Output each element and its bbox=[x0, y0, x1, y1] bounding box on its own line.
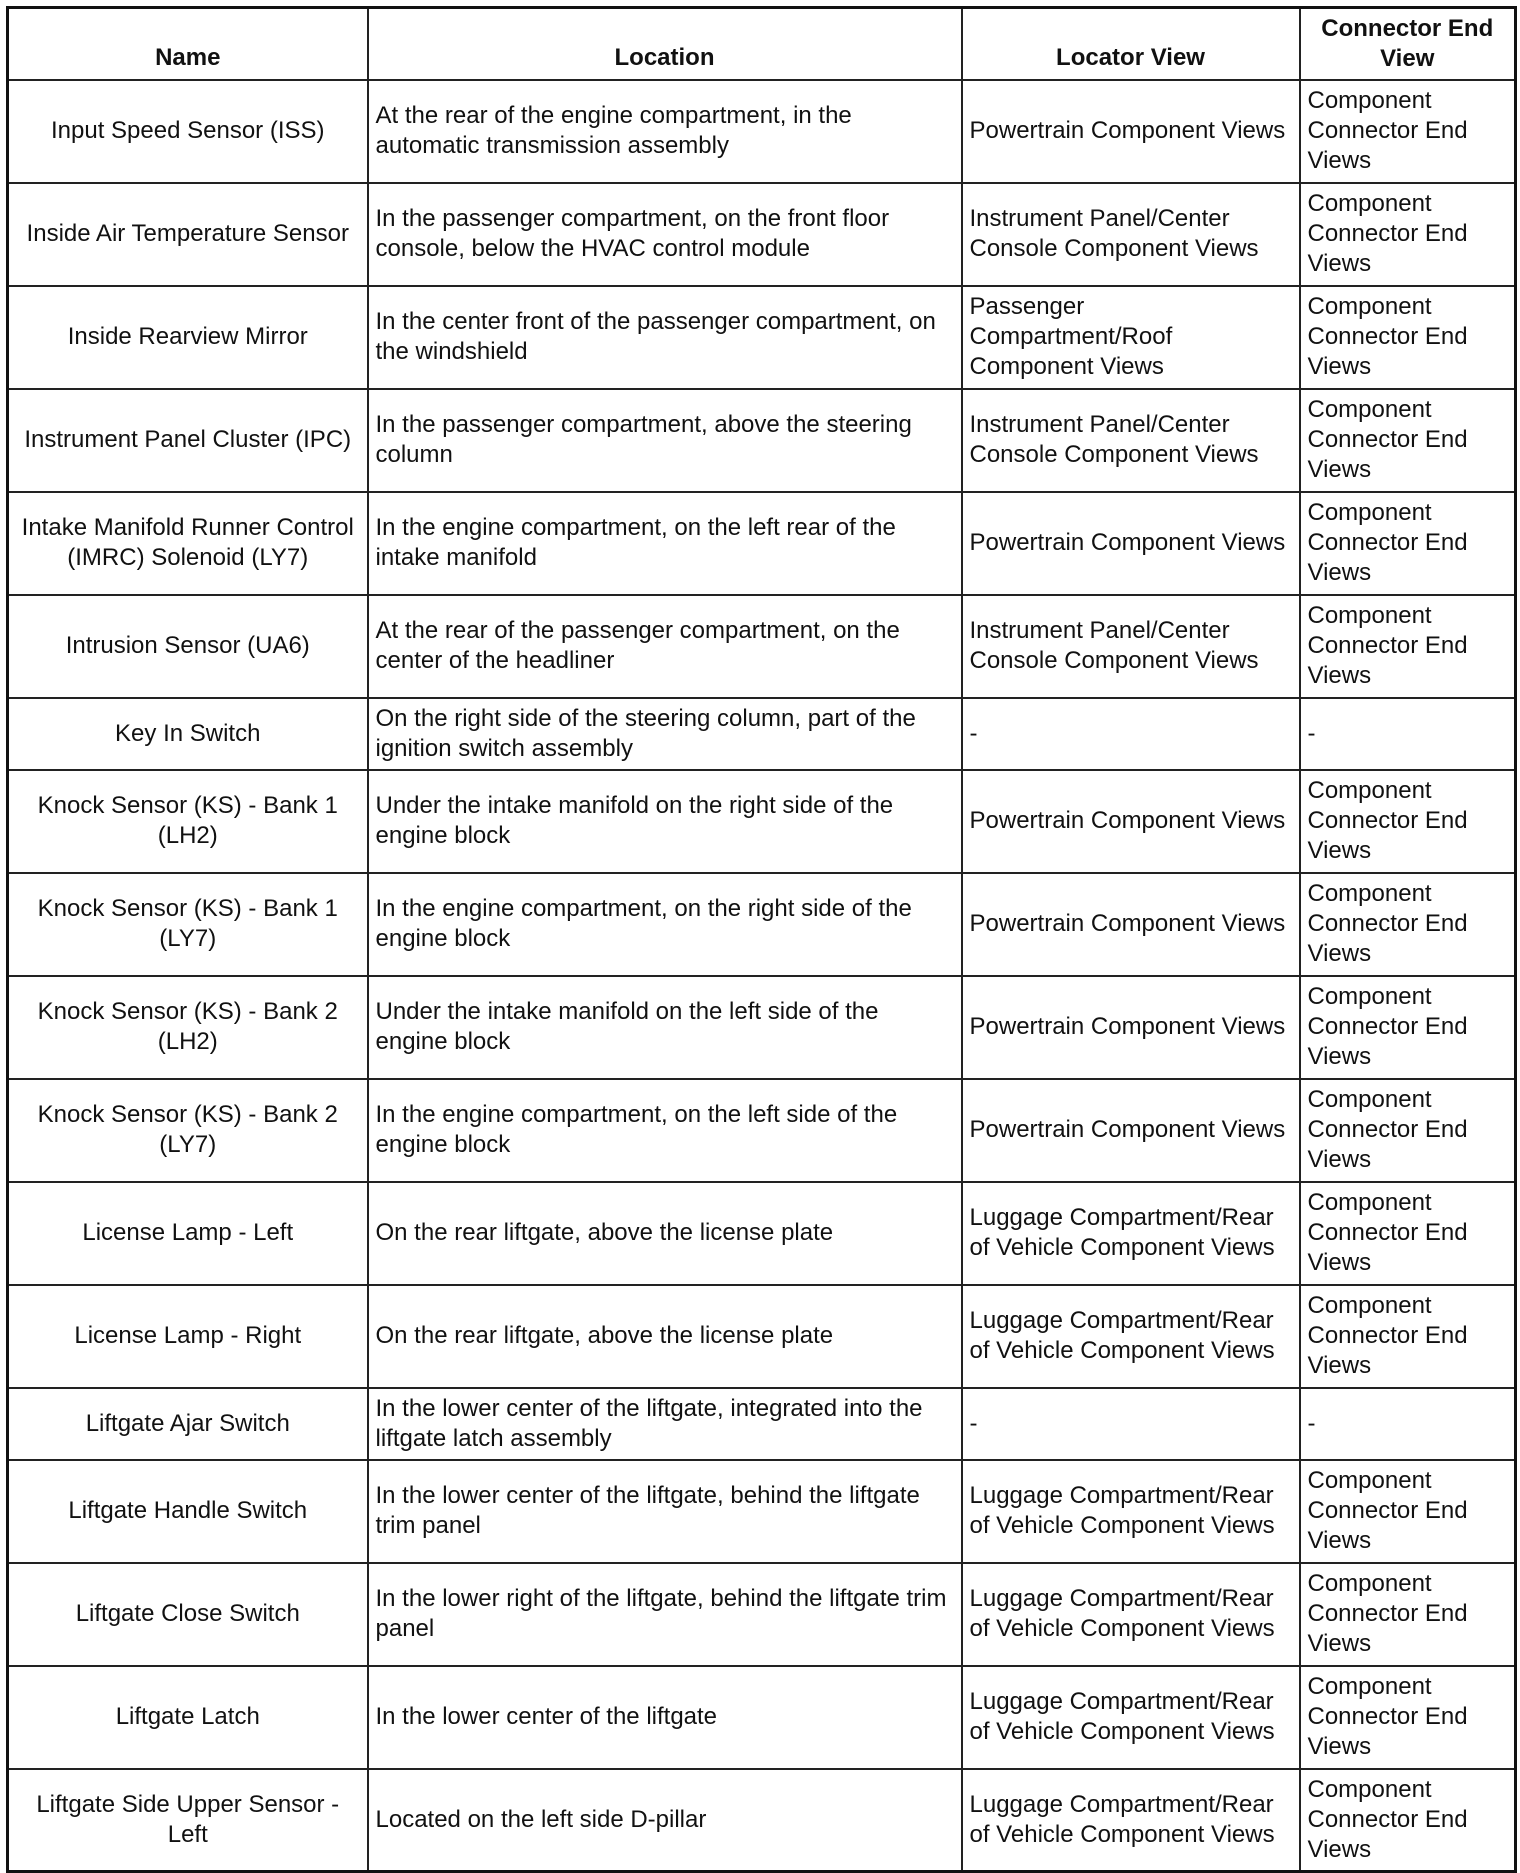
table-row bbox=[8, 595, 1516, 698]
row-connector-end-view-link: Component Connector End Views bbox=[1300, 183, 1516, 286]
row-location-cell: At the rear of the engine compartment, in the automatic transmission assembly bbox=[368, 80, 962, 183]
table-row bbox=[8, 1666, 1516, 1769]
header-name: Name bbox=[8, 8, 368, 80]
row-locator-view-link: Instrument Panel/Center Console Component Views bbox=[962, 389, 1300, 492]
row-locator-view-link: Instrument Panel/Center Console Component Views bbox=[962, 183, 1300, 286]
row-locator-view-link: Luggage Compartment/Rear of Vehicle Component Views bbox=[962, 1666, 1300, 1769]
row-locator-view-link: Powertrain Component Views bbox=[962, 770, 1300, 873]
row-name-cell: Knock Sensor (KS) - Bank 2 (LY7) bbox=[8, 1079, 368, 1182]
header-location: Location bbox=[368, 8, 962, 80]
row-name-cell: Inside Rearview Mirror bbox=[8, 286, 368, 389]
row-locator-view-link: Powertrain Component Views bbox=[962, 80, 1300, 183]
row-name-cell: Input Speed Sensor (ISS) bbox=[8, 80, 368, 183]
row-name-cell: Liftgate Side Upper Sensor - Left bbox=[8, 1769, 368, 1872]
table-row bbox=[8, 183, 1516, 286]
component-locator-table bbox=[6, 6, 1517, 1873]
table-row bbox=[8, 1285, 1516, 1388]
row-locator-view-link: Powertrain Component Views bbox=[962, 976, 1300, 1079]
row-location-cell: In the engine compartment, on the left rear of the intake manifold bbox=[368, 492, 962, 595]
row-locator-view-link: Luggage Compartment/Rear of Vehicle Component Views bbox=[962, 1769, 1300, 1872]
row-location-cell: Located on the left side D-pillar bbox=[368, 1769, 962, 1872]
table-row bbox=[8, 698, 1516, 770]
row-location-cell: In the engine compartment, on the right side of the engine block bbox=[368, 873, 962, 976]
row-connector-end-view-link: Component Connector End Views bbox=[1300, 286, 1516, 389]
row-name-cell: Intrusion Sensor (UA6) bbox=[8, 595, 368, 698]
row-name-cell: Knock Sensor (KS) - Bank 2 (LH2) bbox=[8, 976, 368, 1079]
row-location-cell: In the lower center of the liftgate, behind the liftgate trim panel bbox=[368, 1460, 962, 1563]
table-row bbox=[8, 286, 1516, 389]
table-row bbox=[8, 1182, 1516, 1285]
table-body bbox=[8, 80, 1516, 1872]
row-name-cell: License Lamp - Right bbox=[8, 1285, 368, 1388]
row-locator-view-link: Powertrain Component Views bbox=[962, 1079, 1300, 1182]
row-connector-end-view-link: Component Connector End Views bbox=[1300, 1460, 1516, 1563]
row-location-cell: In the lower center of the liftgate bbox=[368, 1666, 962, 1769]
row-name-cell: Key In Switch bbox=[8, 698, 368, 770]
row-locator-view-link: Luggage Compartment/Rear of Vehicle Component Views bbox=[962, 1182, 1300, 1285]
row-name-cell: Liftgate Ajar Switch bbox=[8, 1388, 368, 1460]
row-location-cell: Under the intake manifold on the left side of the engine block bbox=[368, 976, 962, 1079]
row-location-cell: On the rear liftgate, above the license plate bbox=[368, 1182, 962, 1285]
header-connector-end-view: Connector End View bbox=[1300, 8, 1516, 80]
table-row bbox=[8, 1079, 1516, 1182]
row-connector-end-view-link: - bbox=[1300, 698, 1516, 770]
table-row bbox=[8, 80, 1516, 183]
table-header-row bbox=[8, 8, 1516, 80]
row-locator-view-link: Powertrain Component Views bbox=[962, 873, 1300, 976]
table-row bbox=[8, 770, 1516, 873]
row-name-cell: Liftgate Handle Switch bbox=[8, 1460, 368, 1563]
header-locator-view: Locator View bbox=[962, 8, 1300, 80]
row-location-cell: Under the intake manifold on the right side of the engine block bbox=[368, 770, 962, 873]
row-locator-view-link: - bbox=[962, 698, 1300, 770]
table-row bbox=[8, 1460, 1516, 1563]
row-connector-end-view-link: Component Connector End Views bbox=[1300, 1285, 1516, 1388]
row-location-cell: At the rear of the passenger compartment, on the center of the headliner bbox=[368, 595, 962, 698]
table-row bbox=[8, 1388, 1516, 1460]
row-connector-end-view-link: Component Connector End Views bbox=[1300, 389, 1516, 492]
row-locator-view-link: Luggage Compartment/Rear of Vehicle Component Views bbox=[962, 1460, 1300, 1563]
row-location-cell: On the rear liftgate, above the license plate bbox=[368, 1285, 962, 1388]
row-connector-end-view-link: Component Connector End Views bbox=[1300, 873, 1516, 976]
row-name-cell: Liftgate Latch bbox=[8, 1666, 368, 1769]
table-row bbox=[8, 1563, 1516, 1666]
row-location-cell: In the lower center of the liftgate, integrated into the liftgate latch assembly bbox=[368, 1388, 962, 1460]
table-row bbox=[8, 1769, 1516, 1872]
row-name-cell: Knock Sensor (KS) - Bank 1 (LH2) bbox=[8, 770, 368, 873]
row-connector-end-view-link: Component Connector End Views bbox=[1300, 1079, 1516, 1182]
row-locator-view-link: - bbox=[962, 1388, 1300, 1460]
table-row bbox=[8, 976, 1516, 1079]
table-row bbox=[8, 389, 1516, 492]
row-connector-end-view-link: Component Connector End Views bbox=[1300, 1182, 1516, 1285]
table-row bbox=[8, 873, 1516, 976]
row-connector-end-view-link: - bbox=[1300, 1388, 1516, 1460]
row-location-cell: In the lower right of the liftgate, behind the liftgate trim panel bbox=[368, 1563, 962, 1666]
row-name-cell: Instrument Panel Cluster (IPC) bbox=[8, 389, 368, 492]
row-connector-end-view-link: Component Connector End Views bbox=[1300, 976, 1516, 1079]
row-connector-end-view-link: Component Connector End Views bbox=[1300, 492, 1516, 595]
row-locator-view-link: Passenger Compartment/Roof Component Views bbox=[962, 286, 1300, 389]
row-name-cell: Intake Manifold Runner Control (IMRC) Solenoid (LY7) bbox=[8, 492, 368, 595]
row-locator-view-link: Luggage Compartment/Rear of Vehicle Component Views bbox=[962, 1285, 1300, 1388]
row-locator-view-link: Luggage Compartment/Rear of Vehicle Component Views bbox=[962, 1563, 1300, 1666]
row-locator-view-link: Powertrain Component Views bbox=[962, 492, 1300, 595]
row-connector-end-view-link: Component Connector End Views bbox=[1300, 1563, 1516, 1666]
row-name-cell: Knock Sensor (KS) - Bank 1 (LY7) bbox=[8, 873, 368, 976]
row-name-cell: Liftgate Close Switch bbox=[8, 1563, 368, 1666]
row-connector-end-view-link: Component Connector End Views bbox=[1300, 595, 1516, 698]
row-location-cell: In the engine compartment, on the left side of the engine block bbox=[368, 1079, 962, 1182]
component-locator-table-container bbox=[6, 6, 1514, 1873]
row-name-cell: License Lamp - Left bbox=[8, 1182, 368, 1285]
table-row bbox=[8, 492, 1516, 595]
row-location-cell: In the passenger compartment, above the steering column bbox=[368, 389, 962, 492]
row-connector-end-view-link: Component Connector End Views bbox=[1300, 1666, 1516, 1769]
row-name-cell: Inside Air Temperature Sensor bbox=[8, 183, 368, 286]
row-connector-end-view-link: Component Connector End Views bbox=[1300, 80, 1516, 183]
row-connector-end-view-link: Component Connector End Views bbox=[1300, 1769, 1516, 1872]
row-locator-view-link: Instrument Panel/Center Console Component Views bbox=[962, 595, 1300, 698]
row-connector-end-view-link: Component Connector End Views bbox=[1300, 770, 1516, 873]
row-location-cell: On the right side of the steering column, part of the ignition switch assembly bbox=[368, 698, 962, 770]
row-location-cell: In the passenger compartment, on the front floor console, below the HVAC control module bbox=[368, 183, 962, 286]
row-location-cell: In the center front of the passenger compartment, on the windshield bbox=[368, 286, 962, 389]
